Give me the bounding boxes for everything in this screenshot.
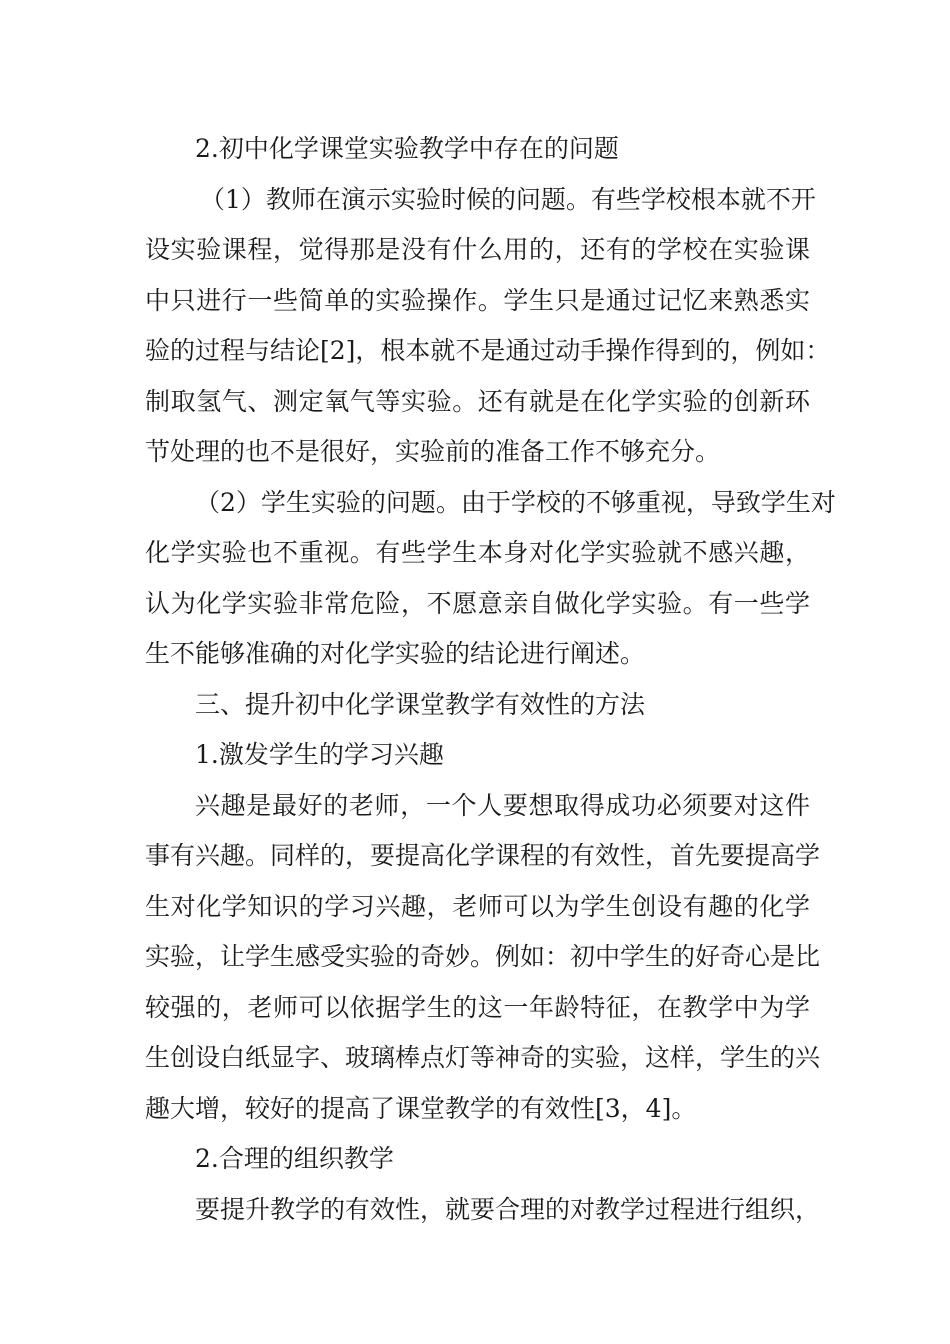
- paragraph-line: （1）教师在演示实验时候的问题。有些学校根本就不开: [200, 184, 816, 214]
- paragraph-line: 认为化学实验非常危险，不愿意亲自做化学实验。有一些学: [145, 588, 810, 618]
- paragraph-line: 趣大增，较好的提高了课堂教学的有效性[3，4]。: [145, 1093, 697, 1123]
- paragraph-line: 生不能够准确的对化学实验的结论进行阐述。: [145, 639, 646, 668]
- paragraph-line: 较强的，老师可以依据学生的这一年龄特征，在教学中为学: [145, 992, 810, 1022]
- subsection-heading: 1.激发学生的学习兴趣: [195, 740, 444, 769]
- paragraph-line: 要提升教学的有效性，就要合理的对教学过程进行组织，: [195, 1194, 821, 1224]
- paragraph-line: 生创设白纸显字、玻璃棒点灯等神奇的实验，这样，学生的兴: [145, 1043, 821, 1072]
- paragraph-line: 制取氢气、测定氧气等实验。还有就是在化学实验的创新环: [145, 386, 810, 416]
- subsection-heading: 2.合理的组织教学: [195, 1144, 394, 1173]
- section-heading: 2.初中化学课堂实验教学中存在的问题: [195, 134, 619, 163]
- body-text: [145, 127, 836, 1238]
- paragraph-line: 兴趣是最好的老师，一个人要想取得成功必须要对这件: [195, 790, 810, 820]
- paragraph-line: 事有兴趣。同样的，要提高化学课程的有效性，首先要提高学: [145, 841, 821, 870]
- paragraph-line: （2）学生实验的问题。由于学校的不够重视，导致学生对: [195, 487, 836, 517]
- paragraph-line: 节处理的也不是很好，实验前的准备工作不够充分。: [145, 437, 721, 466]
- paragraph-line: 验的过程与结论[2]，根本就不是通过动手操作得到的，例如：: [145, 336, 831, 365]
- paragraph-line: 生对化学知识的学习兴趣，老师可以为学生创设有趣的化学: [145, 891, 810, 921]
- section-heading: 三、提升初中化学课堂教学有效性的方法: [195, 689, 646, 719]
- paragraph-line: 设实验课程，觉得那是没有什么用的，还有的学校在实验课: [145, 235, 810, 264]
- paragraph-line: 实验，让学生感受实验的奇妙。例如：初中学生的好奇心是比: [145, 942, 821, 971]
- paragraph-line: 化学实验也不重视。有些学生本身对化学实验就不感兴趣，: [145, 538, 810, 567]
- paragraph-line: 中只进行一些简单的实验操作。学生只是通过记忆来熟悉实: [145, 285, 810, 315]
